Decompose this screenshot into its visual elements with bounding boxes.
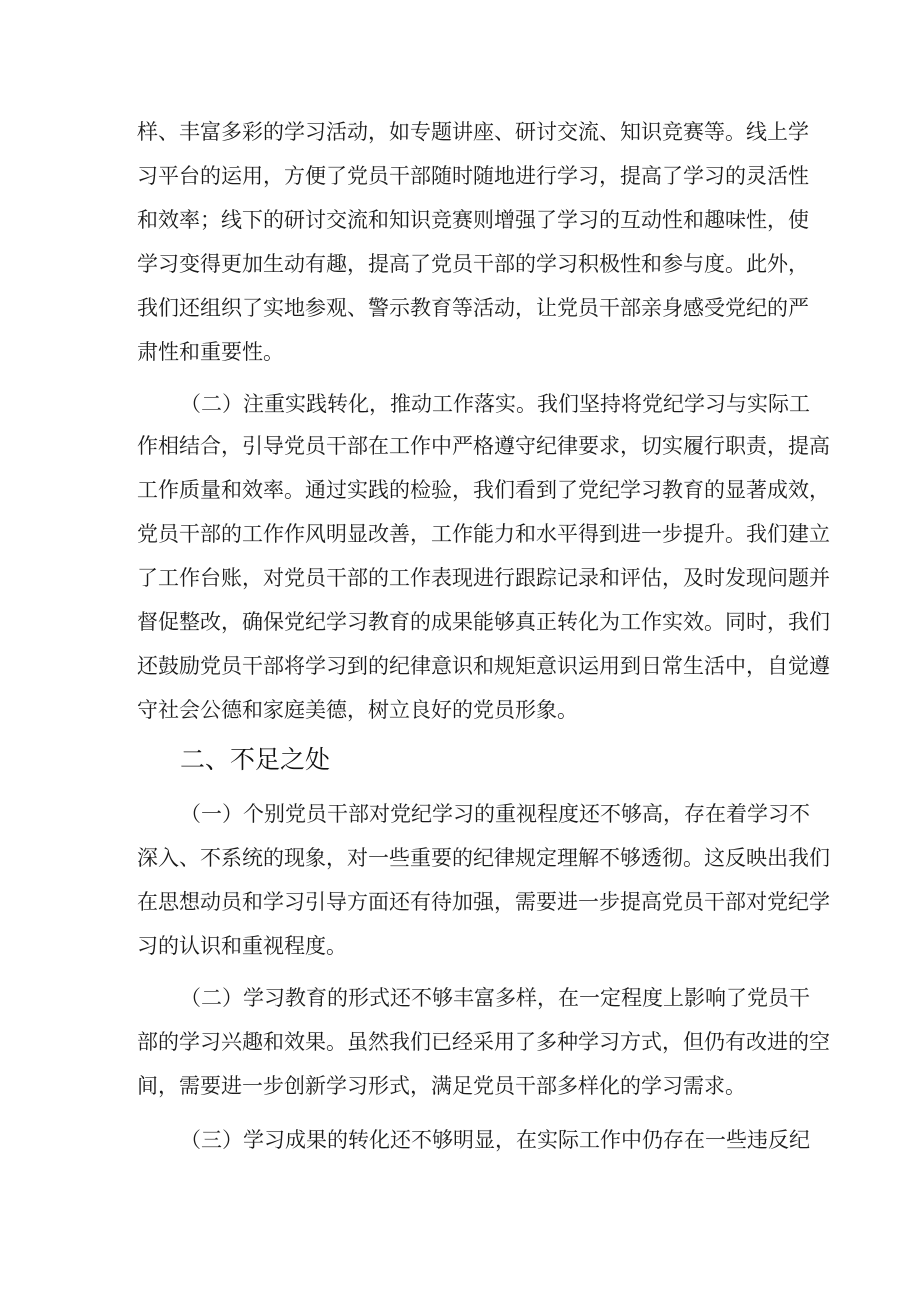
text-line: 习的认识和重视程度。 [137, 934, 347, 958]
text-line: 我们还组织了实地参观、警示教育等活动，让党员干部亲身感受党纪的严 [137, 296, 809, 320]
text-line: （三）学习成果的转化还不够明显，在实际工作中仍存在一些违反纪 [180, 1128, 810, 1152]
text-line: 样、丰富多彩的学习活动，如专题讲座、研讨交流、知识竞赛等。线上学 [137, 120, 809, 144]
text-line: （二）学习教育的形式还不够丰富多样，在一定程度上影响了党员干 [180, 986, 810, 1010]
text-line: 守社会公德和家庭美德，树立良好的党员形象。 [137, 698, 578, 722]
text-line: 党员干部的工作作风明显改善，工作能力和水平得到进一步提升。我们建立 [137, 522, 830, 546]
text-line: 作相结合，引导党员干部在工作中严格遵守纪律要求，切实履行职责，提高 [137, 434, 830, 458]
text-line: 工作质量和效率。通过实践的检验，我们看到了党纪学习教育的显著成效， [137, 478, 830, 502]
text-line: （二）注重实践转化，推动工作落实。我们坚持将党纪学习与实际工 [180, 392, 810, 416]
text-line: 学习变得更加生动有趣，提高了党员干部的学习积极性和参与度。此外， [137, 252, 809, 276]
text-line: 肃性和重要性。 [137, 340, 284, 364]
text-line: （一）个别党员干部对党纪学习的重视程度还不够高，存在着学习不 [180, 802, 810, 826]
section-heading: 二、不足之处 [180, 745, 331, 774]
text-line: 间，需要进一步创新学习形式，满足党员干部多样化的学习需求。 [137, 1074, 746, 1098]
text-line: 督促整改，确保党纪学习教育的成果能够真正转化为工作实效。同时，我们 [137, 610, 830, 634]
text-line: 在思想动员和学习引导方面还有待加强，需要进一步提高党员干部对党纪学 [137, 890, 830, 914]
text-line: 和效率；线下的研讨交流和知识竞赛则增强了学习的互动性和趣味性，使 [137, 208, 809, 232]
text-line: 了工作台账，对党员干部的工作表现进行跟踪记录和评估，及时发现问题并 [137, 566, 830, 590]
text-line: 部的学习兴趣和效果。虽然我们已经采用了多种学习方式，但仍有改进的空 [137, 1030, 830, 1054]
text-line: 习平台的运用，方便了党员干部随时随地进行学习，提高了学习的灵活性 [137, 164, 809, 188]
text-line: 还鼓励党员干部将学习到的纪律意识和规矩意识运用到日常生活中，自觉遵 [137, 654, 830, 678]
text-line: 深入、不系统的现象，对一些重要的纪律规定理解不够透彻。这反映出我们 [137, 846, 830, 870]
